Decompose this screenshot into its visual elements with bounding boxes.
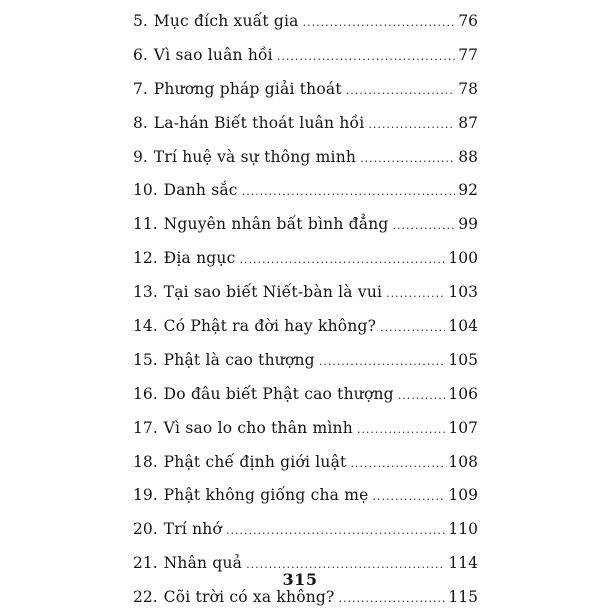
page-number: 315 xyxy=(282,570,318,589)
dot-leader xyxy=(319,345,446,379)
toc-entry xyxy=(133,39,478,73)
toc-entry-title: Phật không giống cha mẹ xyxy=(163,486,369,505)
toc-entry xyxy=(133,446,478,480)
dot-leader xyxy=(360,142,455,176)
toc-entry-title: Nguyên nhân bất bình đẳng xyxy=(163,215,389,234)
toc-entry-title: Phương pháp giải thoát xyxy=(153,79,342,98)
dot-leader xyxy=(373,480,446,514)
dot-leader xyxy=(242,175,456,209)
toc-entry-page: 104 xyxy=(448,317,478,336)
dot-leader xyxy=(239,243,445,277)
dot-leader xyxy=(393,209,456,243)
dot-leader xyxy=(226,514,445,548)
dot-leader xyxy=(357,413,445,447)
toc-entry-page: 76 xyxy=(458,12,478,30)
toc-entry xyxy=(133,344,478,378)
toc-entry xyxy=(133,5,478,39)
toc-entry-page: 100 xyxy=(448,249,478,268)
toc-entry-title: Phật chế định giới luật xyxy=(163,452,347,471)
dot-leader xyxy=(346,74,455,108)
toc-entry-page: 87 xyxy=(458,113,478,132)
toc-entry xyxy=(133,208,478,242)
toc-entry-title: Có Phật ra đời hay không? xyxy=(163,317,377,336)
toc-entry-number: 7. xyxy=(133,79,148,98)
toc-entry-number: 14. xyxy=(133,317,158,336)
toc-entry xyxy=(133,141,478,175)
toc-entry xyxy=(133,310,478,344)
dot-leader xyxy=(380,311,445,345)
toc-entry xyxy=(133,242,478,276)
toc-entry-number: 15. xyxy=(133,350,158,369)
toc-entry-page: 110 xyxy=(448,520,478,539)
toc-entry-page: 103 xyxy=(448,283,478,302)
toc-entry-title: Mục đích xuất gia xyxy=(153,12,299,30)
toc-entry xyxy=(133,412,478,446)
toc-entry-page: 107 xyxy=(448,418,478,437)
dot-leader xyxy=(303,6,456,40)
toc-entry-title: Do đâu biết Phật cao thượng xyxy=(163,384,394,403)
toc-entry-page: 88 xyxy=(458,147,478,166)
toc-entry-page: 106 xyxy=(448,384,478,403)
toc-entry-page: 92 xyxy=(458,181,478,200)
toc-entry-title: Danh sắc xyxy=(163,181,238,200)
toc-entry-number: 6. xyxy=(133,45,148,64)
toc-entry-number: 18. xyxy=(133,452,158,471)
toc-entry-title: Địa ngục xyxy=(163,249,236,268)
toc-entry xyxy=(133,479,478,513)
table-of-contents xyxy=(133,5,478,615)
toc-entry-number: 9. xyxy=(133,147,148,166)
toc-entry-number: 12. xyxy=(133,249,158,268)
dot-leader xyxy=(277,40,455,74)
toc-entry-title: La-hán Biết thoát luân hồi xyxy=(153,113,365,132)
toc-entry-page: 114 xyxy=(448,554,478,573)
toc-entry-title: Tại sao biết Niết-bàn là vui xyxy=(163,283,383,302)
toc-entry-page: 105 xyxy=(448,350,478,369)
dot-leader xyxy=(398,379,446,413)
toc-entry xyxy=(133,73,478,107)
toc-entry xyxy=(133,107,478,141)
toc-entry xyxy=(133,378,478,412)
toc-entry-title: Trí nhớ xyxy=(163,520,222,539)
toc-entry-page: 99 xyxy=(458,215,478,234)
toc-entry-number: 10. xyxy=(133,181,158,200)
toc-entry-page: 115 xyxy=(448,588,478,607)
toc-entry-number: 5. xyxy=(133,12,148,30)
toc-entry-title: Phật là cao thượng xyxy=(163,350,315,369)
toc-entry-page: 77 xyxy=(458,45,478,64)
toc-entry-number: 11. xyxy=(133,215,158,234)
toc-entry-number: 20. xyxy=(133,520,158,539)
toc-entry-number: 22. xyxy=(133,588,158,607)
toc-entry-title: Vì sao lo cho thân mình xyxy=(163,418,353,437)
toc-entry-title: Cõi trời có xa không? xyxy=(163,588,335,607)
toc-entry xyxy=(133,174,478,208)
toc-entry-page: 108 xyxy=(448,452,478,471)
toc-entry-number: 21. xyxy=(133,554,158,573)
dot-leader xyxy=(350,447,445,481)
toc-entry-title: Nhân quả xyxy=(163,554,243,573)
toc-entry-number: 8. xyxy=(133,113,148,132)
toc-entry-number: 16. xyxy=(133,384,158,403)
dot-leader xyxy=(368,108,455,142)
toc-entry xyxy=(133,276,478,310)
dot-leader xyxy=(386,277,445,311)
toc-entry-page: 78 xyxy=(458,79,478,98)
toc-entry-number: 17. xyxy=(133,418,158,437)
toc-entry-title: Vì sao luân hồi xyxy=(153,45,273,64)
toc-entry-title: Trí huệ và sự thông minh xyxy=(153,147,357,166)
toc-entry-number: 13. xyxy=(133,283,158,302)
toc-entry xyxy=(133,513,478,547)
toc-entry-page: 109 xyxy=(448,486,478,505)
toc-entry-number: 19. xyxy=(133,486,158,505)
